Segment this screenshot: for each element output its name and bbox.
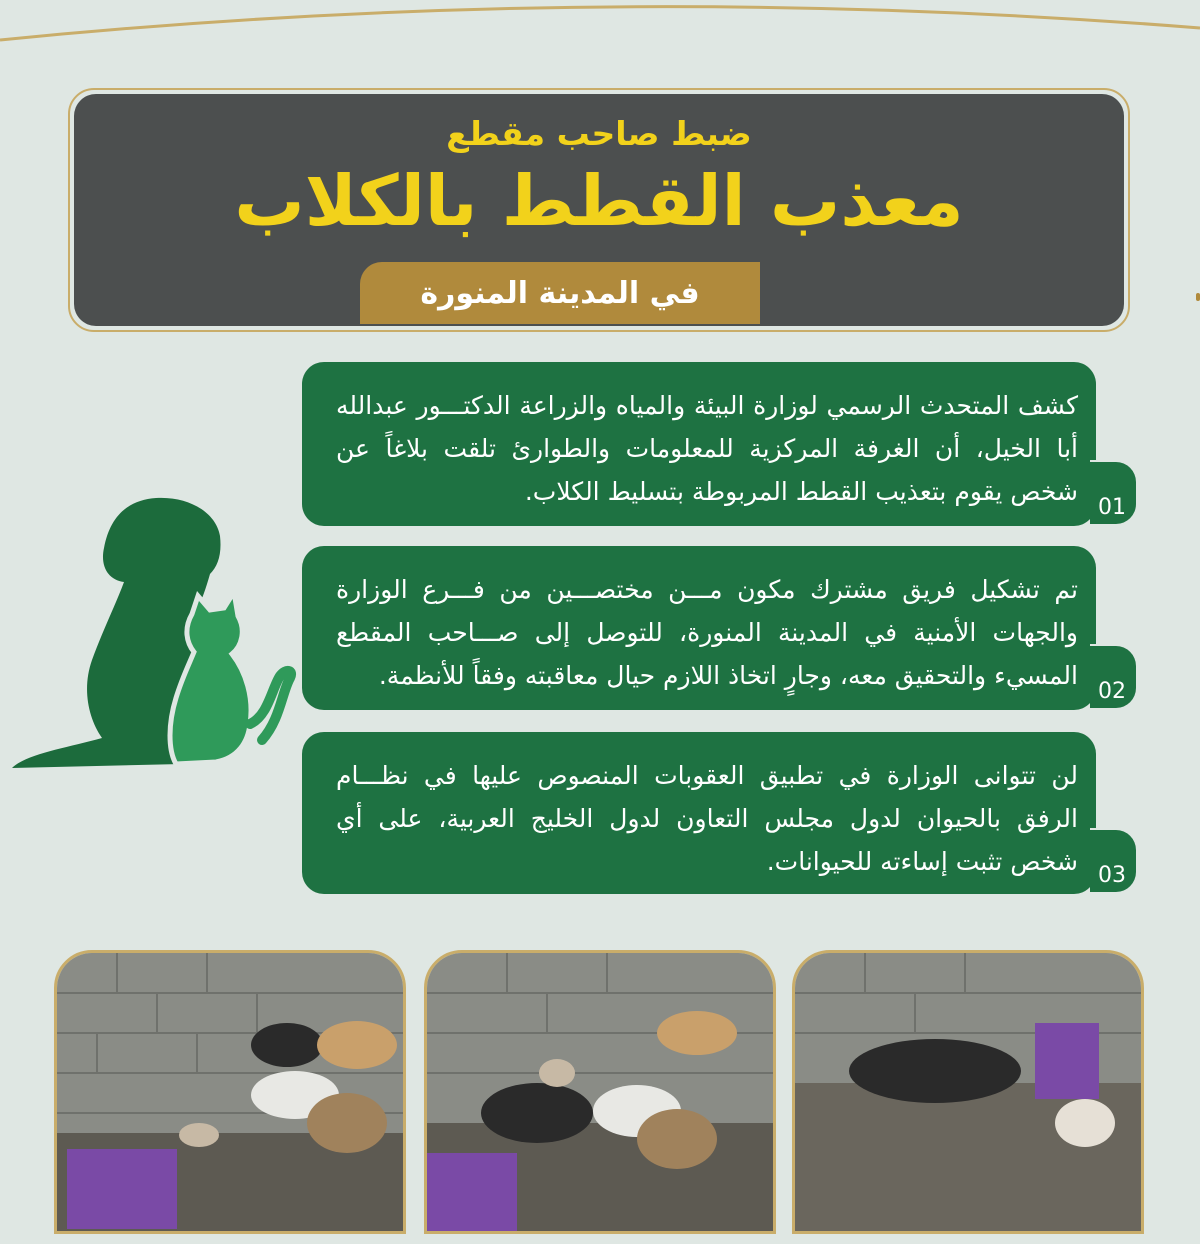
point-number-2: 02 bbox=[1098, 679, 1126, 704]
point-text-2: تم تشكيل فريق مشترك مكون مـــن مختصـــين من فـــرع الوزارة والجهات الأمنية في المدينة المنورة، للتوصل إلى صـــاحب المقطع المسيء والتحقيق معه، وجارٍ اتخاذ اللازم حيال معاقبته وفقاً للأنظمة. bbox=[336, 575, 1078, 690]
point-number-1: 01 bbox=[1098, 495, 1126, 520]
kicker-text: ضبط صاحب مقطع bbox=[446, 114, 752, 153]
point-card-1 bbox=[302, 362, 1096, 526]
edge-ornament bbox=[1196, 293, 1200, 301]
top-gold-curve bbox=[0, 0, 1200, 70]
point-card-2 bbox=[302, 546, 1096, 710]
point-text-3: لن تتوانى الوزارة في تطبيق العقوبات المنصوص عليها في نظـــام الرفق بالحيوان لدول مجلس التعاون لدول الخليج العربية، على أي شخص تثبت إساءته للحيوانات. bbox=[336, 761, 1078, 876]
location-label: في المدينة المنورة bbox=[360, 262, 760, 324]
point-text-1: كشف المتحدث الرسمي لوزارة البيئة والمياه والزراعة الدكتـــور عبدالله أبا الخيل، أن الغرفة المركزية للمعلومات والطوارئ تلقت بلاغاً عن شخص يقوم بتعذيب القطط المربوطة بتسليط الكلاب. bbox=[336, 391, 1078, 506]
point-card-3 bbox=[302, 732, 1096, 894]
photo-dogs-and-cat-2 bbox=[424, 950, 776, 1234]
point-number-3: 03 bbox=[1098, 863, 1126, 888]
point-number-tab-3 bbox=[1090, 828, 1138, 894]
point-number-tab-1 bbox=[1090, 460, 1138, 526]
pets-silhouette-icon bbox=[6, 492, 298, 774]
photo-dogs-and-cat-1 bbox=[54, 950, 406, 1234]
headline: معذب القطط بالكلاب bbox=[234, 160, 964, 242]
point-number-tab-2 bbox=[1090, 644, 1138, 710]
photo-dogs-and-cat-3 bbox=[792, 950, 1144, 1234]
title-box bbox=[74, 94, 1124, 326]
